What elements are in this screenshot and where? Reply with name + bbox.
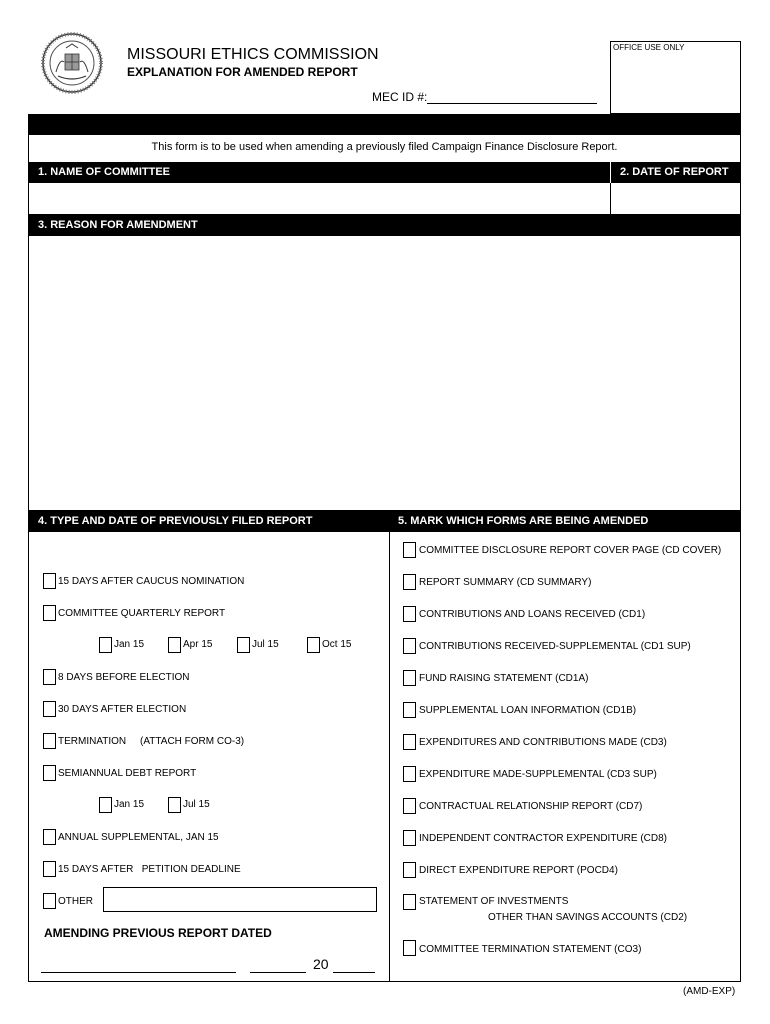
quarterly-jul-label: Jul 15: [252, 639, 279, 650]
semiannual-checkbox[interactable]: [43, 765, 56, 781]
year-prefix: 20: [313, 956, 329, 972]
quarterly-jul-checkbox[interactable]: [237, 637, 250, 653]
after-election-label: 30 DAYS AFTER ELECTION: [58, 704, 187, 715]
cd-cover-checkbox[interactable]: [403, 542, 416, 558]
quarterly-checkbox[interactable]: [43, 605, 56, 621]
office-use-box: [610, 41, 741, 114]
semiannual-label: SEMIANNUAL DEBT REPORT: [58, 768, 197, 779]
cd8-label: INDEPENDENT CONTRACTOR EXPENDITURE (CD8): [419, 833, 667, 844]
cd8-checkbox[interactable]: [403, 830, 416, 846]
cd2-label-line1: STATEMENT OF INVESTMENTS: [419, 896, 569, 907]
form-title: EXPLANATION FOR AMENDED REPORT: [127, 65, 358, 79]
committee-name-field[interactable]: [28, 183, 611, 214]
section-5-header: [390, 510, 741, 532]
termination-label: TERMINATION (ATTACH FORM CO-3): [58, 736, 245, 747]
termination-checkbox[interactable]: [43, 733, 56, 749]
quarterly-apr-checkbox[interactable]: [168, 637, 181, 653]
semiannual-jul-label: Jul 15: [183, 799, 210, 810]
before-election-label: 8 DAYS BEFORE ELECTION: [58, 672, 190, 683]
quarterly-oct-checkbox[interactable]: [307, 637, 320, 653]
column-divider: [389, 510, 390, 982]
section-4-title: 4. TYPE AND DATE OF PREVIOUSLY FILED REPORT: [38, 515, 313, 527]
cd2-checkbox[interactable]: [403, 894, 416, 910]
cd3-sup-checkbox[interactable]: [403, 766, 416, 782]
co3-label: COMMITTEE TERMINATION STATEMENT (CO3): [419, 944, 642, 955]
cd1-sup-checkbox[interactable]: [403, 638, 416, 654]
pocd4-label: DIRECT EXPENDITURE REPORT (POCD4): [419, 865, 618, 876]
semiannual-jul-checkbox[interactable]: [168, 797, 181, 813]
amending-day-field[interactable]: [250, 960, 306, 973]
quarterly-jan-label: Jan 15: [114, 639, 145, 650]
cd1-checkbox[interactable]: [403, 606, 416, 622]
mec-id-label: MEC ID #:: [372, 90, 428, 104]
cd1b-label: SUPPLEMENTAL LOAN INFORMATION (CD1B): [419, 705, 637, 716]
section-3-title: 3. REASON FOR AMENDMENT: [38, 219, 198, 231]
cd1-sup-label: CONTRIBUTIONS RECEIVED-SUPPLEMENTAL (CD1 SUP): [419, 641, 691, 652]
co3-checkbox[interactable]: [403, 940, 416, 956]
form-code: (AMD-EXP): [683, 986, 736, 997]
quarterly-jan-checkbox[interactable]: [99, 637, 112, 653]
section-4-header: [28, 510, 389, 532]
cd1b-checkbox[interactable]: [403, 702, 416, 718]
section-1-title: 1. NAME OF COMMITTEE: [38, 166, 170, 178]
cd7-label: CONTRACTUAL RELATIONSHIP REPORT (CD7): [419, 801, 643, 812]
before-election-checkbox[interactable]: [43, 669, 56, 685]
header-divider: [610, 162, 611, 183]
cd7-checkbox[interactable]: [403, 798, 416, 814]
cd1a-checkbox[interactable]: [403, 670, 416, 686]
commission-title: MISSOURI ETHICS COMMISSION: [127, 46, 379, 63]
section-3-header: [28, 214, 741, 236]
quarterly-apr-label: Apr 15: [183, 639, 213, 650]
amending-year-field[interactable]: [333, 960, 375, 973]
section-2-title: 2. DATE OF REPORT: [620, 166, 729, 178]
caucus-label: 15 DAYS AFTER CAUCUS NOMINATION: [58, 576, 245, 587]
mec-id-field[interactable]: [427, 91, 597, 104]
cd1a-label: FUND RAISING STATEMENT (CD1A): [419, 673, 589, 684]
semiannual-jan-label: Jan 15: [114, 799, 145, 810]
cd-summary-checkbox[interactable]: [403, 574, 416, 590]
amending-month-day-field[interactable]: [41, 960, 236, 973]
after-election-checkbox[interactable]: [43, 701, 56, 717]
petition-checkbox[interactable]: [43, 861, 56, 877]
quarterly-oct-label: Oct 15: [322, 639, 352, 650]
amending-label: AMENDING PREVIOUS REPORT DATED: [44, 926, 272, 940]
intro-text: This form is to be used when amending a previously filed Campaign Finance Disclosure Report.: [151, 141, 618, 153]
other-text-field[interactable]: [103, 887, 377, 912]
quarterly-label: COMMITTEE QUARTERLY REPORT: [58, 608, 226, 619]
office-use-label: OFFICE USE ONLY: [613, 43, 685, 52]
section-5-title: 5. MARK WHICH FORMS ARE BEING AMENDED: [398, 515, 649, 527]
cd3-label: EXPENDITURES AND CONTRIBUTIONS MADE (CD3): [419, 737, 667, 748]
cd1-label: CONTRIBUTIONS AND LOANS RECEIVED (CD1): [419, 609, 646, 620]
petition-label: 15 DAYS AFTER PETITION DEADLINE: [58, 864, 241, 875]
missouri-state-seal: [40, 32, 104, 94]
cd-cover-label: COMMITTEE DISCLOSURE REPORT COVER PAGE (CD COVER): [419, 545, 722, 556]
cd3-sup-label: EXPENDITURE MADE-SUPPLEMENTAL (CD3 SUP): [419, 769, 657, 780]
pocd4-checkbox[interactable]: [403, 862, 416, 878]
other-label: OTHER: [58, 896, 93, 907]
header-strip: [28, 114, 741, 135]
annual-supplemental-checkbox[interactable]: [43, 829, 56, 845]
cd-summary-label: REPORT SUMMARY (CD SUMMARY): [419, 577, 592, 588]
other-checkbox[interactable]: [43, 893, 56, 909]
caucus-checkbox[interactable]: [43, 573, 56, 589]
report-date-field[interactable]: [611, 183, 741, 214]
annual-supplemental-label: ANNUAL SUPPLEMENTAL, JAN 15: [58, 832, 219, 843]
cd3-checkbox[interactable]: [403, 734, 416, 750]
reason-textarea[interactable]: [28, 236, 741, 510]
cd2-label-line2: OTHER THAN SAVINGS ACCOUNTS (CD2): [488, 912, 688, 923]
semiannual-jan-checkbox[interactable]: [99, 797, 112, 813]
